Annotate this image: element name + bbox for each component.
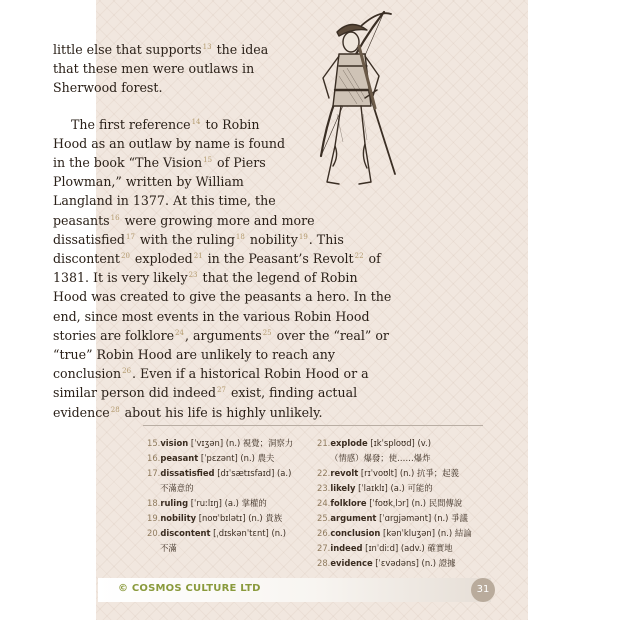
vocab-entry [317, 556, 487, 571]
vocab-word: folklore [330, 498, 367, 508]
vocab-definition: [ˈruːlɪŋ] (a.) 掌權的 [188, 498, 267, 508]
footnote-marker: 27 [217, 386, 226, 395]
vocab-word: conclusion [330, 528, 381, 538]
vocab-entry [317, 496, 487, 511]
vocab-entry [317, 481, 487, 496]
vocab-entry [147, 466, 317, 481]
vocab-list-left [147, 436, 317, 556]
vocab-definition: [ˈpɛzənt] (n.) 農夫 [198, 453, 275, 463]
story-text-segment: . This discontent [53, 231, 344, 267]
vocab-word: revolt [330, 468, 359, 478]
vocab-definition: [ɪnˈdiːd] (adv.) 確實地 [362, 543, 453, 553]
vocab-entry [147, 436, 317, 451]
vocab-entry [317, 541, 487, 556]
story-text-segment: were growing more and more dissatisfied [53, 212, 315, 247]
vocab-entry [147, 451, 317, 466]
footnote-marker: 23 [188, 271, 198, 280]
page-number: 31 [471, 578, 495, 602]
vocab-number: 18. [147, 498, 161, 508]
footnote-marker: 14 [191, 117, 201, 126]
vocab-word: nobility [160, 513, 197, 523]
vocab-number: 28. [317, 558, 331, 568]
story-text-segment: with the ruling [135, 231, 235, 247]
vocab-word: evidence [330, 558, 373, 568]
story-text-segment: little else that supports [53, 42, 202, 57]
story-text-segment: the idea that these men were outlaws in Sherwood forest. [53, 42, 269, 96]
story-text-segment: to Robin Hood as an outlaw by name is found in the book “The Vision [53, 116, 286, 171]
story-text-segment: of Piers Plowman,” written by William Langland in 1377. At this time, the peasants [53, 155, 276, 228]
footnote-marker: 22 [354, 252, 364, 261]
vocab-word: ruling [160, 498, 189, 508]
footnote-marker: 18 [235, 232, 245, 241]
footnote-marker: 25 [262, 328, 272, 337]
vocab-definition: [ɪkˈsploʊd] (v.) [367, 438, 431, 448]
vocab-definition: [ˌdɪskənˈtɛnt] (n.) [210, 528, 286, 538]
vocab-list-right [317, 436, 487, 571]
footnote-marker: 15 [203, 156, 213, 165]
vocab-entry [147, 496, 317, 511]
footnote-marker: 21 [193, 252, 203, 261]
footnote-marker: 26 [122, 367, 132, 376]
vocab-definition: [rɪˈvoʊlt] (n.) 抗爭；起義 [358, 468, 459, 478]
vocab-word: vision [160, 438, 189, 448]
story-text-segment: nobility [245, 231, 298, 247]
story-text-segment: of 1381. It is very likely [53, 251, 381, 286]
vocab-definition: [ˈfoʊkˌlɔr] (n.) 民間傳說 [366, 498, 463, 508]
vocab-word: indeed [330, 543, 363, 553]
archer-figure-icon [299, 6, 401, 190]
footnote-marker: 20 [120, 252, 130, 261]
vocab-entry [317, 436, 487, 451]
vocab-word: peasant [160, 453, 199, 463]
vocab-word: dissatisfied [160, 468, 215, 478]
vocab-number: 23. [317, 483, 331, 493]
vocab-definition-cont: 不滿 [160, 543, 177, 553]
divider [143, 425, 483, 426]
publisher-credit: © COSMOS CULTURE LTD [118, 583, 261, 594]
vocab-entry [317, 526, 487, 541]
story-text-segment: about his life is highly unlikely. [120, 404, 323, 420]
story-text-segment: The first reference [71, 116, 191, 132]
vocab-number: 27. [317, 543, 331, 553]
vocab-definition: [dɪˈsætɪsfaɪd] (a.) [214, 468, 292, 478]
footnote-marker: 17 [126, 232, 135, 241]
vocab-definition: [noʊˈbɪlətɪ] (n.) 貴族 [196, 513, 283, 523]
vocab-definition: [ˈɑrgjəmənt] (n.) 爭議 [376, 513, 468, 523]
vocab-number: 17. [147, 468, 161, 478]
vocab-number: 20. [147, 528, 161, 538]
story-text [53, 40, 393, 422]
vocab-number: 16. [147, 453, 161, 463]
vocab-number: 24. [317, 498, 331, 508]
vocab-entry [147, 511, 317, 526]
vocab-definition-cont: （情感）爆發；使……爆炸 [330, 453, 431, 463]
vocab-word: likely [330, 483, 356, 493]
vocab-word: explode [330, 438, 368, 448]
vocab-entry [147, 526, 317, 541]
vocab-definition: [kənˈkluʒən] (n.) 結論 [380, 528, 472, 538]
footnote-marker: 24 [175, 328, 184, 337]
vocab-number: 22. [317, 468, 331, 478]
vocab-definition-cont: 不滿意的 [160, 483, 194, 493]
vocab-number: 21. [317, 438, 331, 448]
story-text-segment: . Even if a historical Robin Hood or a similar person did indeed [53, 366, 369, 401]
footnote-marker: 28 [110, 405, 120, 414]
vocab-entry [317, 511, 487, 526]
story-text-segment: in the Peasant’s Revolt [203, 251, 354, 267]
vocab-entry [317, 466, 487, 481]
story-text-segment: exist, finding actual evidence [53, 385, 358, 420]
story-text-segment: , arguments [184, 327, 262, 343]
vocab-definition: [ˈvɪʒən] (n.) 視覺；洞察力 [188, 438, 294, 448]
vocab-word: argument [330, 513, 377, 523]
vocab-number: 25. [317, 513, 331, 523]
vocab-definition: [ˈɛvədəns] (n.) 證據 [372, 558, 456, 568]
story-text-segment: exploded [130, 251, 193, 267]
robin-hood-illustration [299, 6, 401, 190]
vocab-word: discontent [160, 528, 211, 538]
footnote-marker: 19 [298, 232, 308, 241]
vocab-number: 15. [147, 438, 161, 448]
vocab-definition: [ˈlaɪklɪ] (a.) 可能的 [355, 483, 433, 493]
vocab-number: 19. [147, 513, 161, 523]
footnote-marker: 16 [110, 213, 120, 222]
footnote-marker: 13 [202, 43, 212, 51]
story-text-segment: that the legend of Robin Hood was created to give the peasants a hero. In the end, since most events in the various Robin Hood stories are folklore [53, 270, 392, 343]
vocab-number: 26. [317, 528, 331, 538]
story-text-segment: over the “real” or “true” Robin Hood are unlikely to reach any conclusion [53, 327, 389, 382]
